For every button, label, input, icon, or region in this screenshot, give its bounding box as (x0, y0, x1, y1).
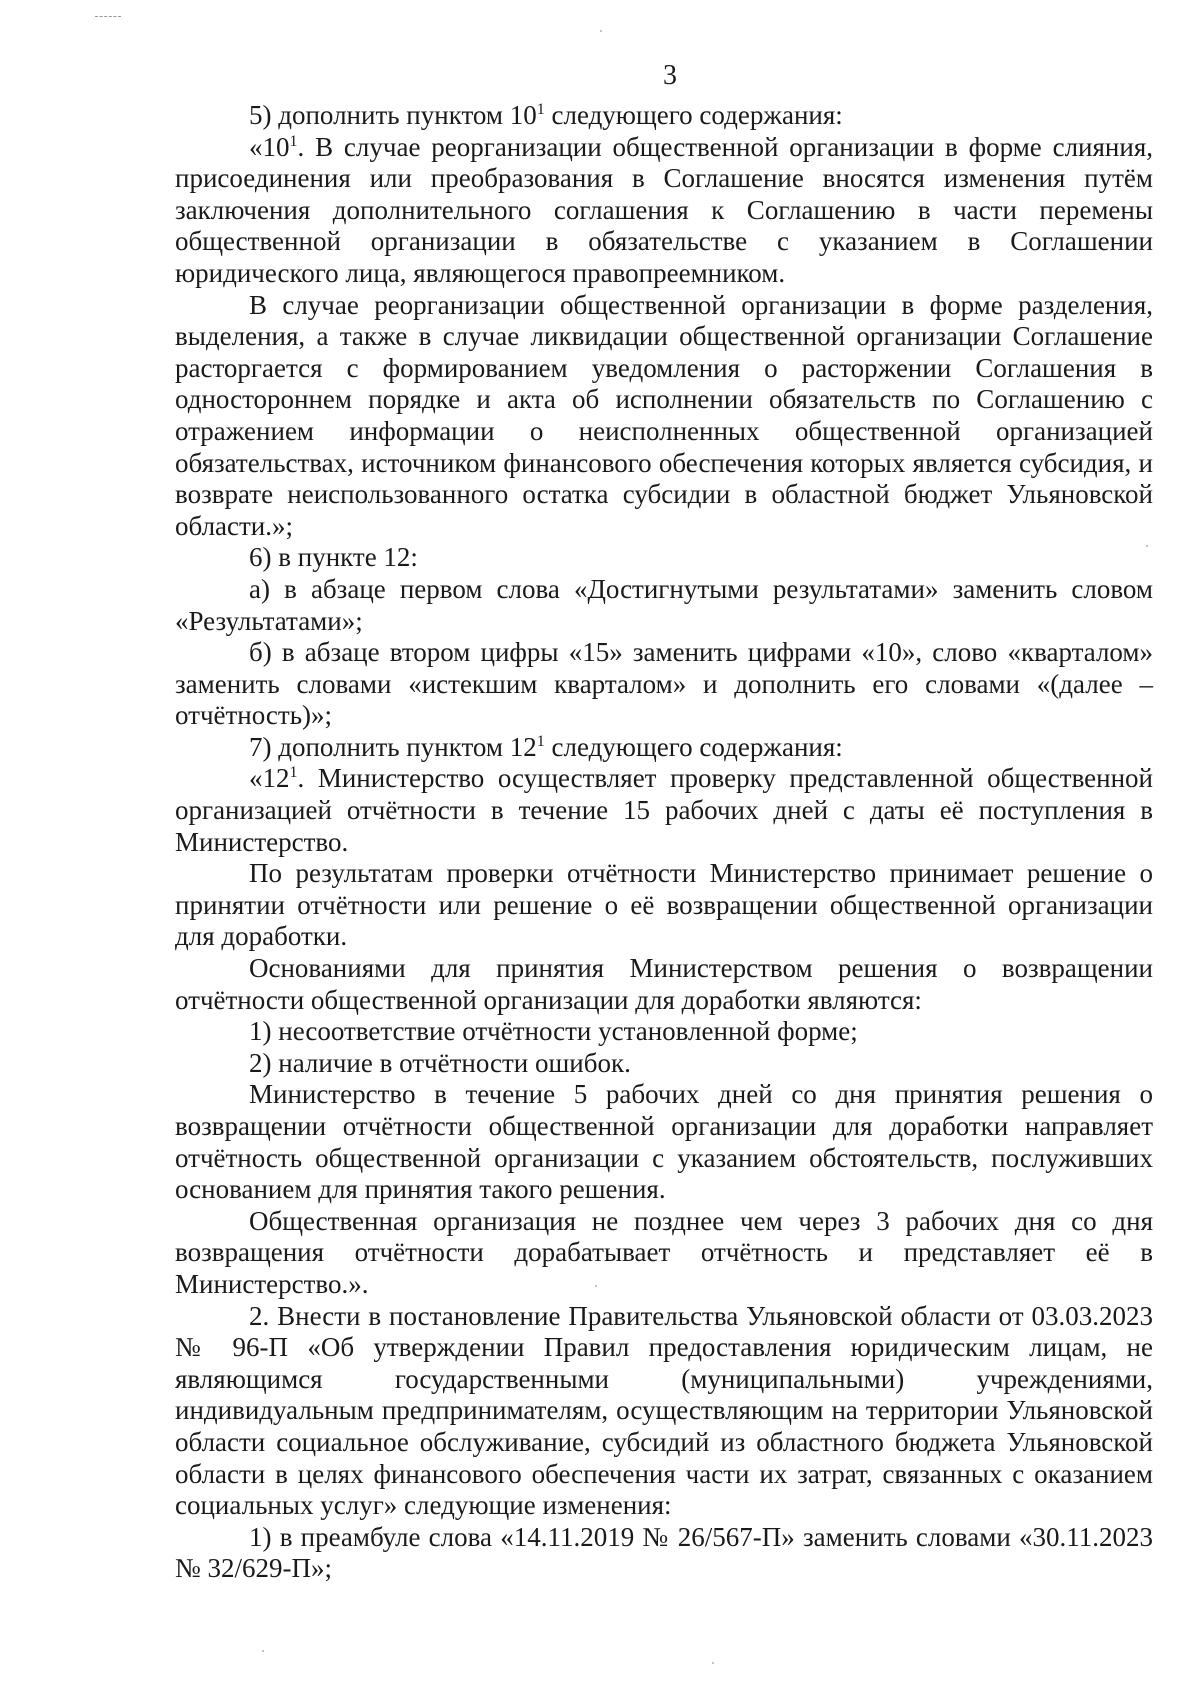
paragraph: 1) несоответствие отчётности установленной форме; (249, 1016, 858, 1047)
paragraph: Министерство в течение 5 рабочих дней со дня принятия решения о возвращении отчётности общественной организации для доработки направляет отчётность общественной организации с указанием обстоятельств, послуживших основанием для принятия такого решения. (175, 1079, 1153, 1205)
paragraph: Общественная организация не позднее чем через 3 рабочих дня со дня возвращения отчётности дорабатывает отчётность и представляет её в Министерство.». (175, 1205, 1153, 1299)
paragraph: 2) наличие в отчётности ошибок. (249, 1047, 631, 1078)
paragraph: По результатам проверки отчётности Министерство принимает решение о принятии отчётности или решение о её возвращении общественной организации для доработки. (175, 858, 1153, 952)
paragraph: В случае реорганизации общественной организации в форме разделения, выделения, а также в случае ликвидации общественной организации Соглашение расторгается с формированием уведомления о расторжении Соглашения в одностороннем порядке и акта об исполнении обязательств по Соглашению с отражением информации о неисполненных общественной организацией обязательствах, источником финансового обеспечения которых является субсидия, и возврате неиспользованного остатка субсидии в областной бюджет Ульяновской области.»; (175, 289, 1153, 541)
paragraph: а) в абзаце первом слова «Достигнутыми результатами» заменить словом «Результатами»; (175, 573, 1153, 636)
scan-artifact-mark (95, 16, 121, 17)
document-body (175, 100, 1153, 1585)
paragraph: 7) дополнить пунктом $12^1$ следующего содержания: (249, 731, 843, 762)
paragraph: «$10^1$. В случае реорганизации общественной организации в форме слияния, присоединения или преобразования в Соглашение вносятся изменения путём заключения дополнительного соглашения к Соглашению в части перемены общественной организации в обязательстве с указанием в Соглашении юридического лица, являющегося правопреемником. (175, 131, 1153, 288)
scan-dot (262, 1650, 264, 1652)
paragraph: 5) дополнить пунктом $10^1$ следующего содержания: (249, 100, 843, 130)
scan-dot (712, 1662, 714, 1664)
paragraph: Основаниями для принятия Министерством решения о возвращении отчётности общественной организации для доработки являются: (175, 953, 1153, 1015)
scan-dot (600, 30, 602, 32)
paragraph: «$12^1$. Министерство осуществляет проверку представленной общественной организацией отчётности в течение 15 рабочих дней с даты её поступления в Министерство. (175, 763, 1153, 857)
paragraph: б) в абзаце втором цифры «15» заменить цифрами «10», слово «кварталом» заменить словами «истекшим кварталом» и дополнить его словами «(далее – отчётность)»; (175, 637, 1153, 731)
page-number: 3 (663, 60, 677, 91)
paragraph: 2. Внести в постановление Правительства Ульяновской области от 03.03.2023 № 96-П «Об утверждении Правил предоставления юридическим лицам, не являющимся государственными (муниципальными) учреждениями, индивидуальным предпринимателям, осуществляющим на территории Ульяновской области социальное обслуживание, субсидий из областного бюджета Ульяновской области в целях финансового обеспечения части их затрат, связанных с оказанием социальных услуг» следующие изменения: (175, 1300, 1153, 1521)
paragraph: 6) в пункте 12: (249, 542, 418, 573)
paragraph: 1) в преамбуле слова «14.11.2019 № 26/567-П» заменить словами «30.11.2023 № 32/629-П»; (175, 1521, 1153, 1584)
